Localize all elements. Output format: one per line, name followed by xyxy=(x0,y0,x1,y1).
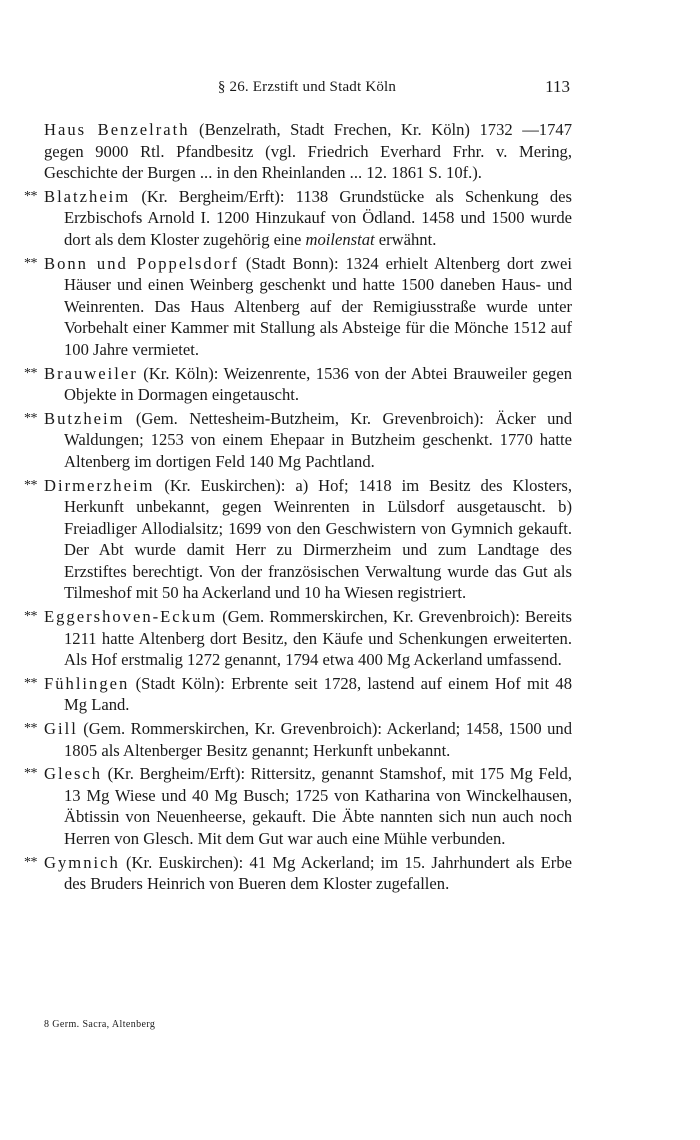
entry-marker: ** xyxy=(24,675,37,691)
place-name: Blatzheim xyxy=(44,186,131,206)
entry-text: (Stadt Köln): Erbrente seit 1728, lastend auf einem Hof mit 48 Mg Land. xyxy=(64,673,572,715)
place-name: Butzheim xyxy=(44,408,125,428)
entry-marker: ** xyxy=(24,410,37,426)
running-header xyxy=(44,79,570,101)
entry-dirmerzheim xyxy=(24,475,572,605)
entry-marker: ** xyxy=(24,766,37,782)
page-footnote: 8 Germ. Sacra, Altenberg xyxy=(44,1019,156,1030)
page-number: 113 xyxy=(545,77,570,96)
entry-text: (Kr. Bergheim/Erft): Rittersitz, genannt Stamshof, mit 175 Mg Feld, 13 Mg Wiese und 40 Mg Busch; 1725 von Katharina von Winckelhausen, Äbtissin von Neuenheerse, gekauft. Die Äbte nannten sich nun auch noch Herren von Glesch. Mit dem Gut war auch eine Mühle verbunden. xyxy=(64,764,572,848)
entry-marker: ** xyxy=(24,365,37,381)
place-name: Glesch xyxy=(44,764,103,784)
place-name: Eggershoven-Eckum xyxy=(44,607,218,627)
entry-text: (Gem. Rommerskirchen, Kr. Grevenbroich): Ackerland; 1458, 1500 und 1805 als Altenberger Besitz genannt; Herkunft unbekannt. xyxy=(64,719,572,760)
entry-text: (Gem. Rommerskirchen, Kr. Grevenbroich): Bereits 1211 hatte Altenberg dort Besitz, den Käufe und Schenkungen erweiterten. Als Hof erstmalig 1272 genannt, 1794 etwa 400 Mg Ackerland umfassend. xyxy=(64,607,572,670)
entry-marker: ** xyxy=(24,188,37,204)
entry-fuehlingen xyxy=(24,673,572,716)
entry-gill xyxy=(24,718,572,761)
entry-butzheim xyxy=(24,408,572,473)
entry-marker: ** xyxy=(24,854,37,870)
entry-glesch xyxy=(24,763,572,849)
entry-marker: ** xyxy=(24,477,37,493)
entry-blatzheim xyxy=(24,186,572,251)
entry-brauweiler xyxy=(24,363,572,406)
entry-gymnich xyxy=(24,852,572,895)
entry-haus-benzelrath xyxy=(44,119,572,184)
entry-marker: ** xyxy=(24,609,37,625)
entry-text: (Kr. Köln): Weizenrente, 1536 von der Abtei Brauweiler gegen Objekte in Dormagen eingetauscht. xyxy=(64,363,572,405)
entry-marker: ** xyxy=(24,721,37,737)
place-name: Fühlingen xyxy=(44,673,130,693)
place-name: Bonn und Poppelsdorf xyxy=(44,253,239,273)
place-name: Brauweiler xyxy=(44,363,138,383)
header-title: § 26. Erzstift und Stadt Köln xyxy=(217,79,397,95)
place-entries xyxy=(24,119,573,897)
entry-italic-term: moilenstat xyxy=(305,229,375,249)
place-name: Gymnich xyxy=(44,852,120,872)
entry-text-after: erwähnt. xyxy=(374,229,437,249)
entry-eggershoven-eckum xyxy=(24,606,572,671)
entry-text: (Stadt Bonn): 1324 erhielt Altenberg dort zwei Häuser und einen Weinberg geschenkt und hatte 1500 daneben Haus- und Weinrenten. Das Haus Altenberg auf der Remigiusstraße wurde unter Vorbehalt einer Kammer mit Stallung als Absteige für die Mönche 1512 auf 100 Jahre vermietet. xyxy=(64,253,573,359)
entry-text: (Benzelrath, Stadt Frechen, Kr. Köln) 1732 —1747 gegen 9000 Rtl. Pfandbesitz (vgl. Friedrich Everhard Frhr. v. Mering, Geschichte der Burgen ... in den Rheinlanden ... 12. 1861 S. 10f.). xyxy=(44,120,572,183)
entry-text: (Kr. Bergheim/Erft): 1138 Grundstücke als Schenkung des Erzbischofs Arnold I. 1200 Hinzukauf von Ödland. 1458 und 1500 wurde dort als dem Kloster zugehörig eine xyxy=(64,186,572,249)
place-name: Haus Benzelrath xyxy=(44,120,190,139)
place-name: Dirmerzheim xyxy=(44,475,155,495)
entry-text: (Gem. Nettesheim-Butzheim, Kr. Grevenbroich): Äcker und Waldungen; 1253 von einem Ehepaar in Butzheim geschenkt. 1770 hatte Altenberg im dortigen Feld 140 Mg Pachtland. xyxy=(64,408,572,471)
entry-marker: ** xyxy=(24,255,37,271)
place-name: Gill xyxy=(44,719,78,739)
entry-text: (Kr. Euskirchen): a) Hof; 1418 im Besitz des Klosters, Herkunft unbekannt, gegen Weinrenten in Lülsdorf ausgetauscht. b) Freiadliger Allodialsitz; 1699 von den Geschwistern von Gymnich gekauft. Der Abt wurde damit Herr zu Dirmerzheim und zum Landtage des Erzstiftes berechtigt. Von der französischen Verwaltung wurde das Gut als Tilmeshof mit 50 ha Ackerland und 10 ha Wiesen registriert. xyxy=(64,475,572,603)
entry-text: (Kr. Euskirchen): 41 Mg Ackerland; im 15. Jahrhundert als Erbe des Bruders Heinrich von Bueren dem Kloster zugefallen. xyxy=(64,852,572,894)
entry-bonn-poppelsdorf xyxy=(24,253,573,361)
